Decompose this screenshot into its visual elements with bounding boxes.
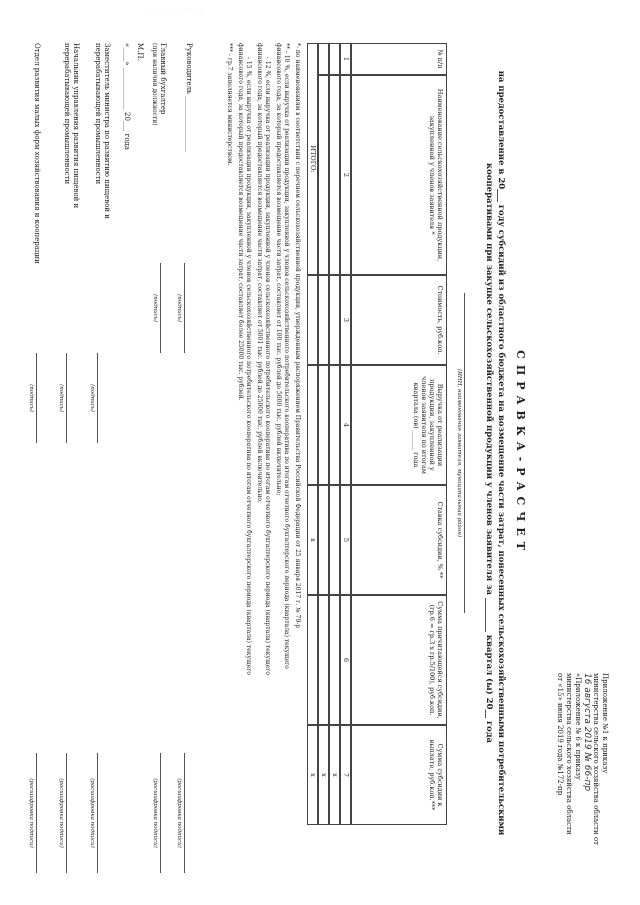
table-row-2-c7: х: [318, 725, 329, 825]
footnote-4b: финансового года, за который предоставляется возмещение части затрат, составляет более 25000 тыс. рублей.: [237, 42, 244, 401]
head-name-caption: (расшифровка подписи): [176, 777, 182, 848]
table-row-1-c1[interactable]: [329, 43, 340, 75]
table-row-1-c7: х: [329, 725, 340, 825]
dept-name-line[interactable]: [66, 753, 67, 873]
appendix-line-4: «Приложение № 6 к приказу: [574, 672, 582, 780]
col-header-product: Наименование сельскохозяйственной продукции, закупленной у членов заявителя *: [351, 75, 447, 275]
chief-accountant-label: Главный бухгалтер: [159, 42, 167, 114]
deputy-minister-line-1: Заместитель министра по развитию пищевой и: [103, 42, 111, 219]
col-num-4: 4: [340, 365, 351, 485]
chief-accountant-sign-caption: (подпись): [152, 293, 158, 322]
dept-name-caption: (расшифровка подписи): [58, 777, 64, 848]
col-num-2: 2: [340, 75, 351, 275]
footnote-1: *- по наименованиям в соответствии с перечнем сельскохозяйственной продукции, утвержденным распоряжением Правительства Российской Федерации от 25 января 2017 г. № 79-р: [294, 42, 301, 628]
total-cost[interactable]: [307, 275, 318, 365]
coop-sign-line[interactable]: [36, 353, 37, 443]
head-sign-caption: (подпись): [176, 293, 182, 322]
coop-dept-label: Отдел развития малых форм хозяйствования и кооперации: [33, 42, 41, 264]
coop-sign-caption: (подпись): [28, 383, 34, 412]
coop-name-caption: (расшифровка подписи): [28, 777, 34, 848]
table-row-1-c6[interactable]: [329, 595, 340, 725]
col-header-revenue: Выручка от реализации продукции, закупленной у членов заявителя по итогам квартала (ов) ______ года: [351, 365, 447, 485]
rotated-document-page: [15, 13, 625, 893]
footnote-4: - 15 %, если выручка от реализации продукции, закупленной у членов сельскохозяйственного потребительского кооператива по итогам отчетного бухгалтерского периода (квартала) текущего: [245, 56, 252, 675]
table-row-1-c3[interactable]: [329, 275, 340, 365]
appendix-line-6: от «15» июня 2019 года №172-пр: [556, 672, 564, 795]
footnote-2b: финансового года, за который предоставляется возмещение части затрат, составляет от 100 тыс. рублей до 5000 тыс. рублей включительно;: [275, 42, 282, 495]
total-rate: х: [307, 485, 318, 595]
col-num-3: 3: [340, 275, 351, 365]
head-name-line[interactable]: [184, 753, 185, 873]
page-title: СПРАВКА-РАСЧЕТ: [514, 349, 527, 556]
dept-head-line-2: перерабатывающей промышленности: [63, 42, 71, 184]
subtitle-line-1: на предоставление в 20___ году субсидий из областного бюджета на возмещение части затрат, понесенных сельскохозяйственными потребительскими: [496, 70, 506, 835]
col-header-cost: Стоимость, руб.коп.: [351, 275, 447, 365]
table-row-1-c4[interactable]: [329, 365, 340, 485]
inn-caption: (ИНН, наименование заявителя, муниципальный район): [456, 368, 462, 537]
head-label: Руководитель ________________: [185, 42, 193, 152]
appendix-line-1: Приложение №1 к приказу: [601, 672, 609, 773]
table-row-1-c2[interactable]: [329, 75, 340, 275]
deputy-minister-line-2: перерабатывающей промышленности: [94, 42, 102, 184]
scan-noise: · · · · · · · ·: [150, 6, 204, 12]
footnote-5: *** - гр.7 заполняется министерством.: [226, 42, 233, 165]
total-due[interactable]: [307, 595, 318, 725]
table-row-2-c5[interactable]: [318, 485, 329, 595]
deputy-sign-line[interactable]: [97, 353, 98, 443]
handwritten-date: 16 августа 2019 № 66-пр: [582, 672, 592, 791]
col-header-num: № п/п: [351, 43, 447, 75]
coop-name-line[interactable]: [36, 753, 37, 873]
footnotes: [225, 43, 301, 843]
table-row-1-c5[interactable]: [329, 485, 340, 595]
table-row-2-c2[interactable]: [318, 75, 329, 275]
inn-line: [464, 293, 465, 613]
table-row-2-c3[interactable]: [318, 275, 329, 365]
dept-head-line-1: Начальник управления развития пищевой и: [72, 42, 80, 208]
subtitle: [483, 33, 507, 873]
table-row-2-c6[interactable]: [318, 595, 329, 725]
deputy-name-caption: (расшифровка подписи): [89, 777, 95, 848]
col-num-7: 7: [340, 725, 351, 825]
dept-sign-caption: (подпись): [58, 383, 64, 412]
total-payout: х: [307, 725, 318, 825]
footnote-2: ** - 10 %, если выручка от реализации продукции, закупленной у членов сельскохозяйственного потребительского кооператива по итогам отчетного бухгалтерского периода (квартала) текущего: [283, 42, 290, 669]
subtitle-line-2: кооперативами при закупке сельскохозяйственной продукции у членов заявителя за ________ квартал (ы) 20__ года: [484, 162, 494, 743]
chief-accountant-name-caption: (расшифровка подписи): [152, 777, 158, 848]
col-header-payout: Сумма субсидии к выплате, руб.коп.***: [351, 725, 447, 825]
col-num-5: 5: [340, 485, 351, 595]
date-line: «____» ____________ 20___ года: [123, 42, 131, 150]
footnote-3: - 12 %, если выручка от реализации продукции, закупленной у членов сельскохозяйственного потребительского кооператива по итогам отчетного бухгалтерского периода (квартала) текущего: [264, 56, 271, 675]
footnote-3b: финансового года, за который предоставляется возмещение части затрат, составляет от 5001 тыс. рублей до 25000 тыс. рублей включительно;: [256, 42, 263, 503]
appendix-line-2: министерства сельского хозяйства области от: [592, 672, 600, 845]
appendix-block: [555, 673, 609, 883]
deputy-name-line[interactable]: [97, 753, 98, 873]
col-header-due: Сумма причитающейся субсидии, (гр.6 = гр.3 х гр.5/100), руб.коп.: [351, 595, 447, 725]
stamp-place: М.П.: [136, 42, 144, 61]
table-row-2-c1[interactable]: [318, 43, 329, 75]
col-num-1: 1: [340, 43, 351, 75]
appendix-line-5: министерства сельского хозяйства области: [565, 672, 573, 835]
total-label: ИТОГО:: [307, 43, 318, 275]
total-revenue[interactable]: [307, 365, 318, 485]
deputy-sign-caption: (подпись): [89, 383, 95, 412]
chief-accountant-note: (при наличии должности): [151, 42, 158, 126]
table-row-2-c4[interactable]: [318, 365, 329, 485]
dept-sign-line[interactable]: [66, 353, 67, 443]
col-num-6: 6: [340, 595, 351, 725]
head-sign-line[interactable]: [184, 263, 185, 353]
chief-accountant-name-line[interactable]: [160, 753, 161, 873]
chief-accountant-sign-line[interactable]: [160, 263, 161, 353]
col-header-rate: Ставка субсидии, % **: [351, 485, 447, 595]
